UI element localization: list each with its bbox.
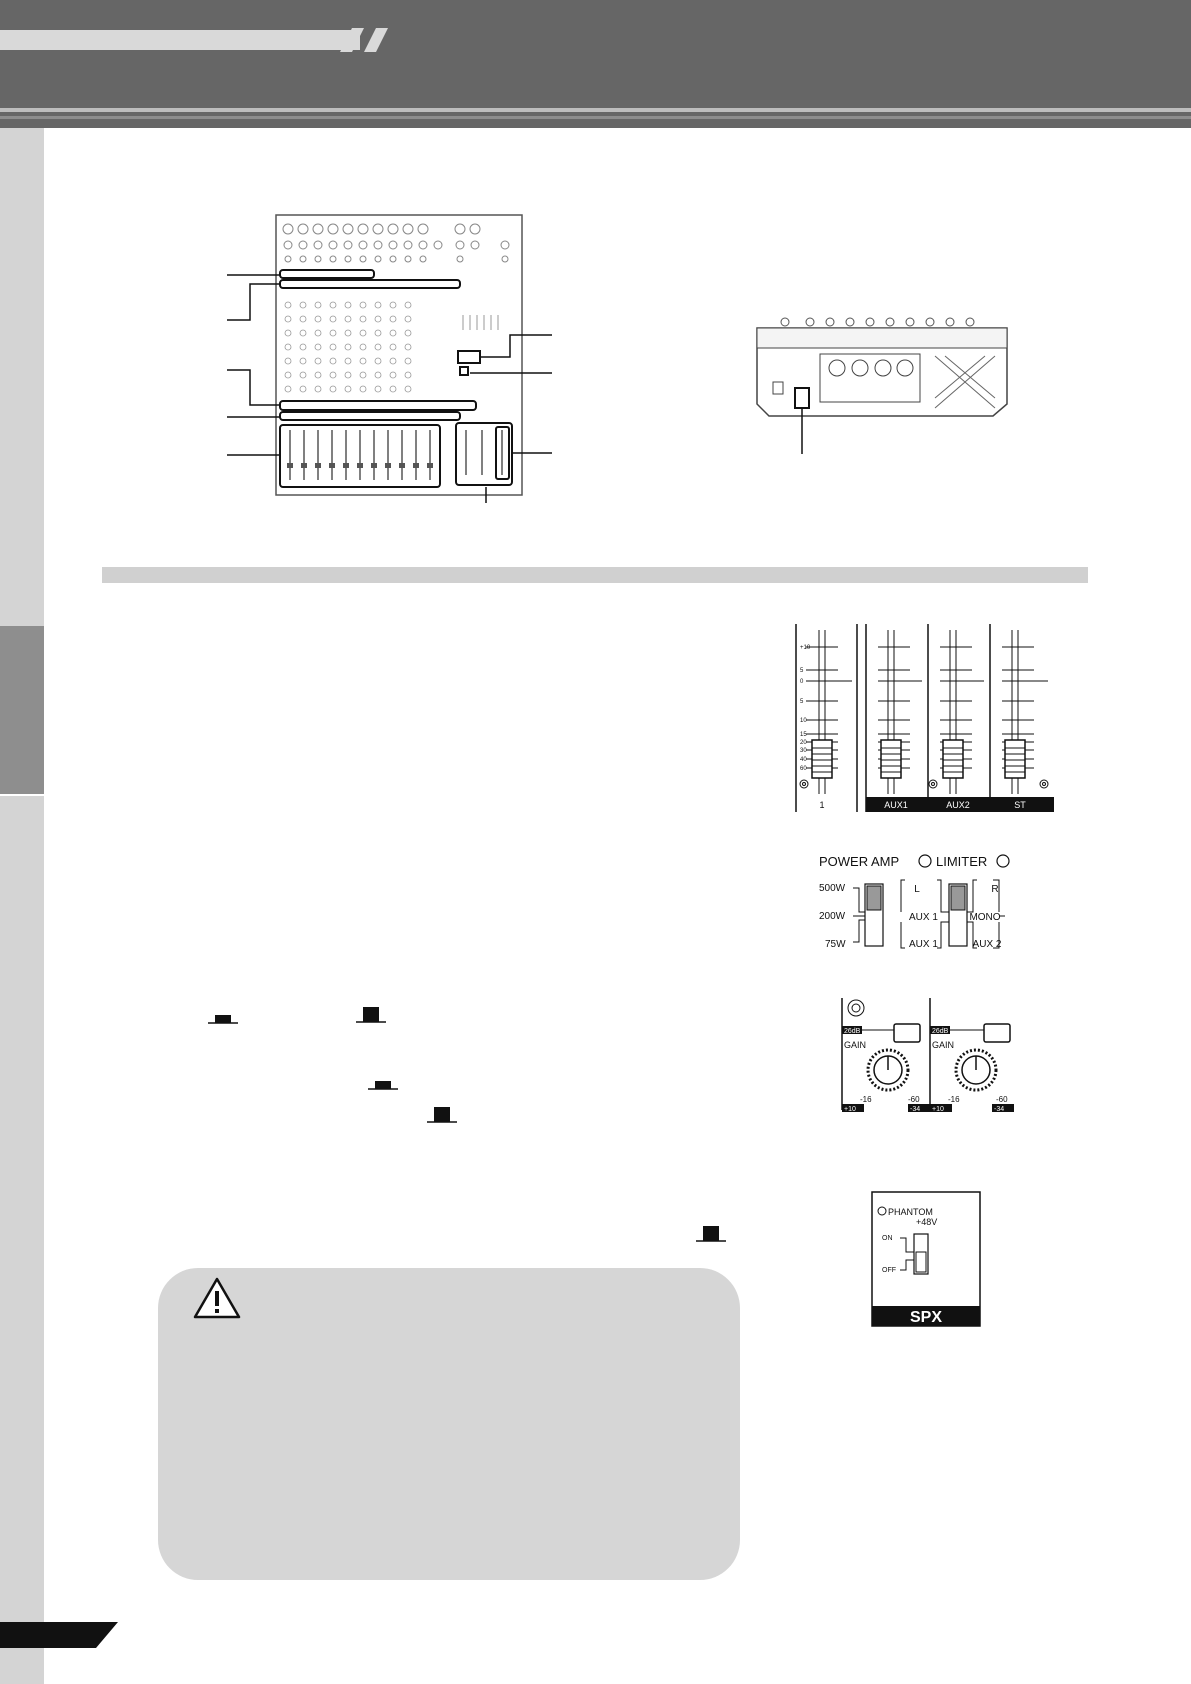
channel-l-label: L	[914, 884, 920, 895]
right-assign-mono: MONO	[969, 912, 1001, 923]
power-amp-switch-illustration	[815, 852, 1025, 954]
switch-off-glyph	[208, 1012, 238, 1024]
power-option-200w: 200W	[819, 911, 846, 922]
phantom-on-label: ON	[882, 1235, 893, 1242]
gain-range-low-pad: +10	[932, 1106, 944, 1112]
phantom-off-label: OFF	[882, 1267, 896, 1274]
header-rule	[0, 108, 1191, 112]
pad-switch-button[interactable]	[984, 1024, 1010, 1042]
gain-range-low-pad: +10	[844, 1106, 856, 1112]
header-slashes	[340, 28, 410, 54]
channel-r-label: R	[991, 884, 999, 895]
spx-logo: SPX	[909, 1309, 943, 1326]
limiter-led-icon	[919, 855, 931, 867]
fader-scale-label: +10	[800, 645, 811, 651]
header-rule-lower	[0, 116, 1191, 119]
peak-led-icon	[848, 1000, 864, 1016]
bus-label-st: ST	[1014, 800, 1026, 810]
gain-range-low: -16	[948, 1095, 960, 1104]
section-heading-bar	[102, 567, 1088, 583]
left-assign-aux1: AUX 1	[909, 912, 938, 923]
gain-pad-illustration	[838, 996, 1014, 1112]
gain-label: GAIN	[932, 1040, 955, 1050]
phantom-power-illustration	[870, 1190, 982, 1328]
pad-switch-button[interactable]	[894, 1024, 920, 1042]
bus-label-aux1: AUX1	[884, 800, 908, 810]
power-amp-title: POWER AMP	[819, 854, 900, 869]
switch-on-glyph	[427, 1105, 457, 1123]
fader-scale-label: 5	[800, 668, 804, 674]
mixer-top-panel-diagram	[220, 205, 560, 505]
right-assign-aux2: AUX 2	[972, 939, 1002, 950]
gain-range-high-pad: -34	[994, 1106, 1005, 1112]
bus-label-aux2: AUX2	[946, 800, 970, 810]
gain-label: GAIN	[844, 1040, 867, 1050]
gain-range-high: -60	[996, 1095, 1008, 1104]
warning-icon	[192, 1276, 242, 1320]
gain-range-low: -16	[860, 1095, 872, 1104]
switch-on-glyph	[696, 1224, 726, 1242]
power-option-75w: 75W	[825, 939, 846, 950]
fader-scale-label: 15	[800, 732, 807, 738]
mixer-rear-panel-diagram	[745, 312, 1020, 462]
fader-scale-label: 20	[800, 740, 807, 746]
switch-on-glyph	[356, 1005, 386, 1023]
gain-range-high: -60	[908, 1095, 920, 1104]
left-assign-aux1-lower: AUX 1	[909, 939, 938, 950]
pad-label: 26dB	[932, 1028, 949, 1035]
channel-number-label: 1	[819, 800, 825, 810]
fader-scale-label: 0	[800, 679, 804, 685]
power-option-500w: 500W	[819, 883, 846, 894]
caution-box	[158, 1268, 740, 1580]
fader-scale-label: 40	[800, 757, 807, 763]
chapter-tab-active[interactable]	[0, 626, 44, 794]
gain-range-high-pad: -34	[910, 1106, 921, 1112]
fader-scale-label: 10	[800, 718, 807, 724]
phantom-voltage: +48V	[916, 1217, 938, 1227]
fader-scale-label: 60	[800, 766, 807, 772]
chapter-tab-bar	[0, 128, 44, 1684]
switch-off-glyph	[368, 1078, 398, 1090]
fader-panel-illustration	[792, 622, 1054, 814]
fader-scale-label: 5	[800, 699, 804, 705]
header-stripe	[0, 30, 360, 50]
page-number-tab	[0, 1622, 118, 1648]
phantom-title: PHANTOM	[888, 1207, 933, 1217]
chapter-tab-separator	[0, 794, 44, 796]
limiter-led-icon	[997, 855, 1009, 867]
fader-scale-label: 30	[800, 748, 807, 754]
pad-label: 26dB	[844, 1028, 861, 1035]
limiter-label: LIMITER	[936, 854, 988, 869]
